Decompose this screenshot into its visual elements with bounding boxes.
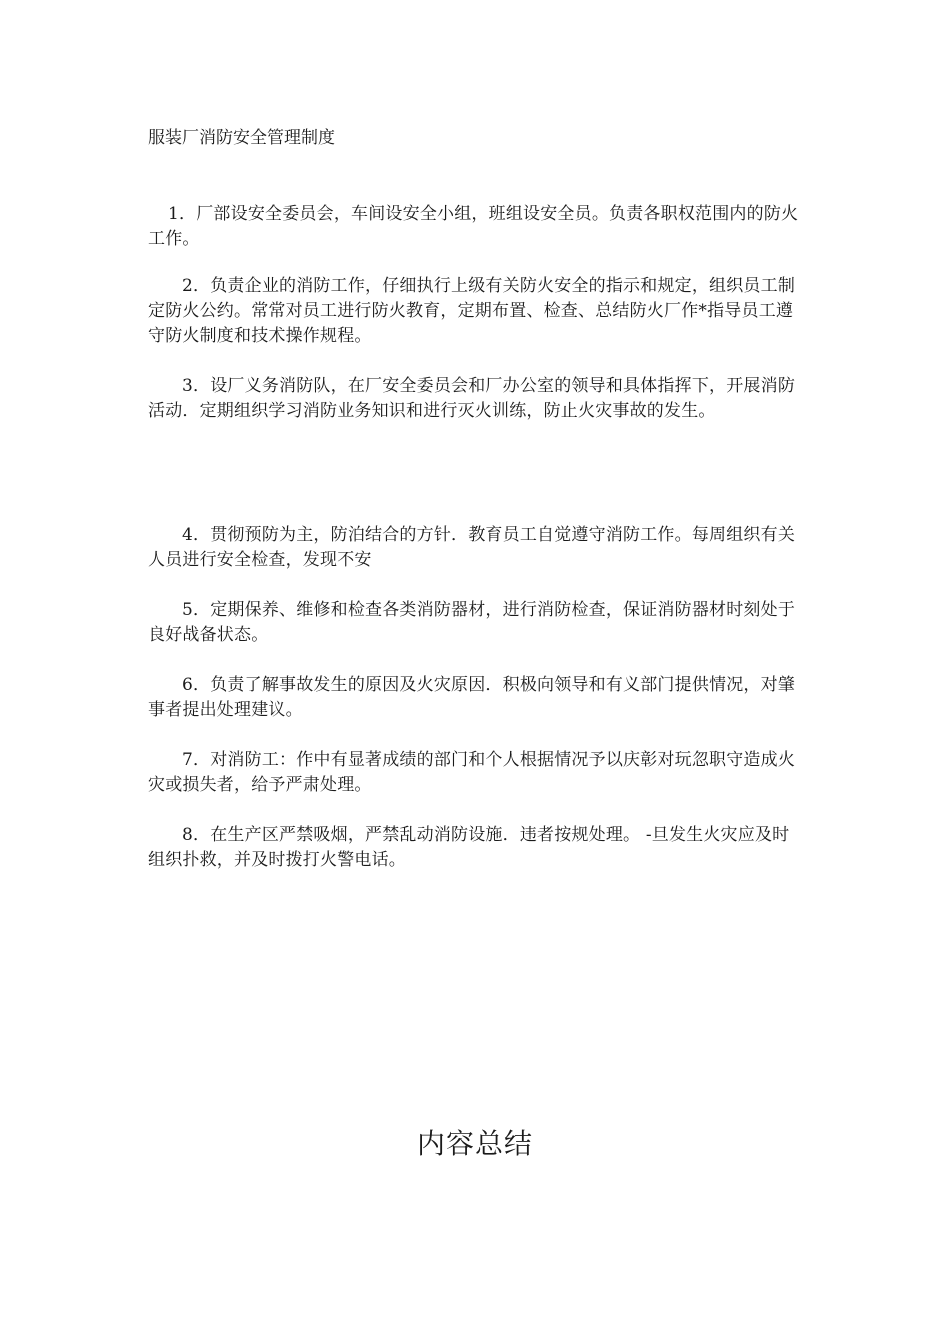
paragraph-3: 3．设厂义务消防队，在厂安全委员会和厂办公室的领导和具体指挥下，开展消防活动．定期组织学习消防业务知识和进行灭火训练，防止火灾事故的发生。	[148, 376, 796, 421]
summary-heading: 内容总结	[416, 1127, 533, 1160]
paragraph-7: 7．对消防工：作中有显著成绩的部门和个人根据情况予以庆彰对玩忽职守造成火灾或损失者，给予严肃处理。	[148, 750, 796, 795]
paragraph-1: 1．厂部设安全委员会，车间设安全小组，班组设安全员。负责各职权范围内的防火工作。	[148, 204, 799, 249]
paragraph-4: 4．贯彻预防为主，防泊结合的方针．教育员工自觉遵守消防工作。每周组织有关人员进行安全检查，发现不安	[148, 525, 796, 570]
paragraph-8: 8．在生产区严禁吸烟，严禁乱动消防设施．违者按规处理。 -旦发生火灾应及时组织扑救，并及时拨打火警电话。	[148, 825, 790, 870]
paragraph-6: 6．负责了解事故发生的原因及火灾原因．积极向领导和有义部门提供情况，对肇事者提出处理建议。	[148, 675, 796, 720]
document-title: 服装厂消防安全管理制度	[148, 128, 335, 148]
paragraph-5: 5．定期保养、维修和检查各类消防器材，进行消防检查，保证消防器材时刻处于良好战备状态。	[148, 600, 796, 645]
paragraph-2: 2．负责企业的消防工作，仔细执行上级有关防火安全的指示和规定，组织员工制定防火公约。常常对员工进行防火教育，定期布置、检查、总结防火厂作*指导员工遵守防火制度和技术操作规程。	[148, 276, 796, 346]
